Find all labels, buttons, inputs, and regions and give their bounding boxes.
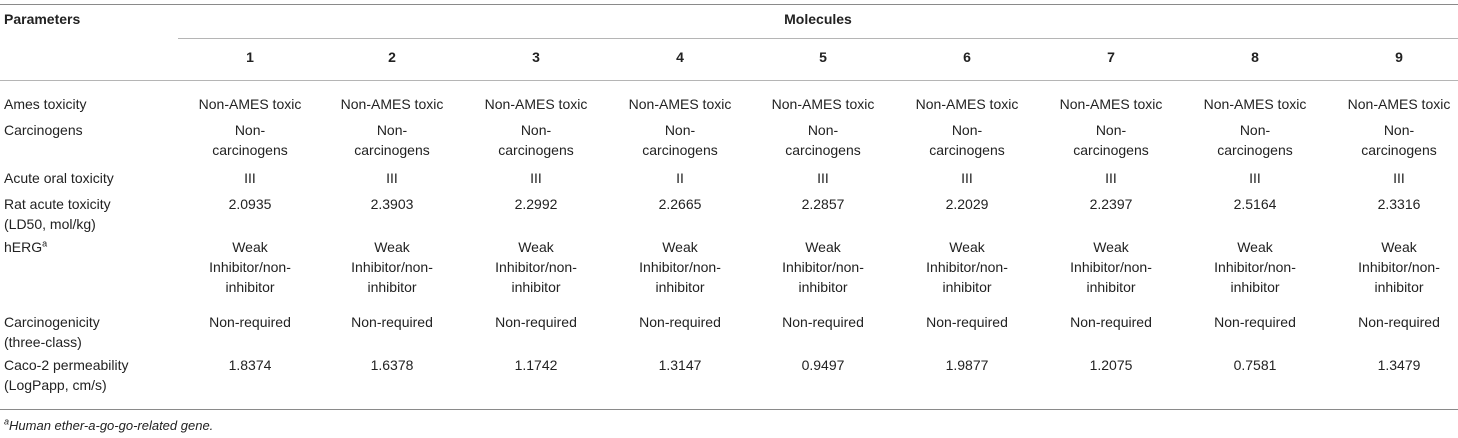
- cell-line: inhibitor: [367, 279, 417, 295]
- table-cell: [1041, 168, 1181, 188]
- row-label-line: Carcinogenicity: [4, 314, 100, 330]
- table-cell: [753, 312, 893, 332]
- table-cell: [1041, 194, 1181, 214]
- cell-line: Inhibitor/non-: [495, 259, 577, 275]
- cell-line: Non-: [664, 122, 696, 138]
- cell-line: 2.2857: [801, 196, 845, 212]
- cell-line: 2.2665: [658, 196, 702, 212]
- table-cell: [1185, 120, 1325, 160]
- table-cell: [897, 237, 1037, 297]
- cell-line: Non-AMES toxic: [1203, 96, 1307, 112]
- cell-line: Non-AMES toxic: [771, 96, 875, 112]
- table-cell: [322, 194, 462, 214]
- cell-line: Non-AMES toxic: [628, 96, 732, 112]
- cell-line: III: [1393, 170, 1405, 186]
- row-label-line: Acute oral toxicity: [4, 170, 114, 186]
- table-cell: [1041, 237, 1181, 297]
- cell-line: carcinogens: [1073, 142, 1149, 158]
- cell-line: carcinogens: [1361, 142, 1437, 158]
- cell-line: Non-: [1239, 122, 1271, 138]
- cell-line: Weak: [805, 239, 841, 255]
- table-cell: [1041, 312, 1181, 332]
- table-cell: [322, 312, 462, 332]
- table-cell: [1041, 94, 1181, 114]
- table-cell: [1329, 312, 1458, 332]
- table-cell: [610, 168, 750, 188]
- cell-line: carcinogens: [354, 142, 430, 158]
- cell-line: carcinogens: [785, 142, 861, 158]
- table-cell: [466, 312, 606, 332]
- cell-line: II: [676, 170, 684, 186]
- cell-line: Non-: [234, 122, 266, 138]
- table-cell: [1041, 120, 1181, 160]
- table-cell: [610, 312, 750, 332]
- row-label-line: (LD50, mol/kg): [4, 216, 96, 232]
- cell-line: Inhibitor/non-: [1214, 259, 1296, 275]
- table-cell: [897, 194, 1037, 214]
- cell-line: Non-required: [782, 314, 864, 330]
- molecules-header: Molecules: [784, 11, 852, 27]
- column-header-6: 6: [963, 49, 971, 65]
- row-label: [4, 94, 86, 114]
- cell-line: 2.3903: [370, 196, 414, 212]
- cell-line: III: [244, 170, 256, 186]
- cell-line: 0.9497: [801, 357, 845, 373]
- cell-line: 0.7581: [1233, 357, 1277, 373]
- cell-line: Weak: [232, 239, 268, 255]
- table-cell: [180, 120, 320, 160]
- footnote-text: Human ether-a-go-go-related gene.: [9, 418, 214, 433]
- cell-line: Non-required: [1358, 314, 1440, 330]
- table-cell: [1329, 355, 1458, 375]
- cell-line: Weak: [1093, 239, 1129, 255]
- cell-line: 1.3479: [1377, 357, 1421, 373]
- cell-line: carcinogens: [642, 142, 718, 158]
- cell-line: Weak: [1237, 239, 1273, 255]
- cell-line: 1.8374: [228, 357, 272, 373]
- cell-line: Weak: [518, 239, 554, 255]
- cell-line: carcinogens: [212, 142, 288, 158]
- row-label: [4, 355, 129, 395]
- cell-line: Non-required: [639, 314, 721, 330]
- cell-line: Non-required: [1070, 314, 1152, 330]
- cell-line: 2.2029: [945, 196, 989, 212]
- row-label: [4, 168, 114, 188]
- table-cell: [753, 355, 893, 375]
- cell-line: Non-: [520, 122, 552, 138]
- row-label: [4, 120, 83, 140]
- cell-line: Non-required: [351, 314, 433, 330]
- cell-line: carcinogens: [1217, 142, 1293, 158]
- cell-line: 2.5164: [1233, 196, 1277, 212]
- cell-line: inhibitor: [942, 279, 992, 295]
- column-header-5: 5: [819, 49, 827, 65]
- cell-line: III: [961, 170, 973, 186]
- cell-line: Non-required: [209, 314, 291, 330]
- footnote: [4, 418, 213, 434]
- table-cell: [466, 94, 606, 114]
- table-cell: [1185, 355, 1325, 375]
- footnote-marker: a: [42, 238, 48, 249]
- parameters-header: Parameters: [4, 11, 81, 27]
- cell-line: Weak: [1381, 239, 1417, 255]
- table-cell: [753, 168, 893, 188]
- table-cell: [322, 120, 462, 160]
- table-cell: [610, 94, 750, 114]
- cell-line: Non-required: [1214, 314, 1296, 330]
- table-cell: [753, 194, 893, 214]
- cell-line: Non-: [951, 122, 983, 138]
- table-cell: [180, 355, 320, 375]
- row-label-line: (LogPapp, cm/s): [4, 377, 107, 393]
- table-cell: [466, 120, 606, 160]
- table-cell: [466, 355, 606, 375]
- table-cell: [1329, 194, 1458, 214]
- table-cell: [1329, 237, 1458, 297]
- cell-line: Non-required: [495, 314, 577, 330]
- header-rule: [0, 80, 1458, 81]
- table-cell: [610, 237, 750, 297]
- table-cell: [897, 312, 1037, 332]
- cell-line: III: [817, 170, 829, 186]
- cell-line: 1.1742: [514, 357, 558, 373]
- cell-line: 2.2397: [1089, 196, 1133, 212]
- row-label: [4, 194, 111, 234]
- cell-line: Non-AMES toxic: [340, 96, 444, 112]
- cell-line: Non-AMES toxic: [915, 96, 1019, 112]
- table-cell: [753, 94, 893, 114]
- table-cell: [180, 312, 320, 332]
- table-cell: [322, 237, 462, 297]
- cell-line: Non-: [807, 122, 839, 138]
- table-cell: [180, 94, 320, 114]
- column-header-3: 3: [532, 49, 540, 65]
- table-cell: [180, 168, 320, 188]
- row-label-line: Rat acute toxicity: [4, 196, 111, 212]
- footnote-marker: a: [4, 416, 10, 427]
- table-cell: [897, 355, 1037, 375]
- table-cell: [610, 120, 750, 160]
- cell-line: III: [1105, 170, 1117, 186]
- column-header-7: 7: [1107, 49, 1115, 65]
- cell-line: inhibitor: [1230, 279, 1280, 295]
- cell-line: 1.3147: [658, 357, 702, 373]
- cell-line: Inhibitor/non-: [782, 259, 864, 275]
- cell-line: inhibitor: [1374, 279, 1424, 295]
- cell-line: Non-AMES toxic: [198, 96, 302, 112]
- top-rule: [0, 4, 1458, 5]
- molecules-rule: [178, 38, 1458, 39]
- table-cell: [1329, 120, 1458, 160]
- table-cell: [897, 168, 1037, 188]
- table-cell: [1185, 237, 1325, 297]
- table-cell: [1185, 312, 1325, 332]
- column-header-2: 2: [388, 49, 396, 65]
- table-cell: [897, 94, 1037, 114]
- cell-line: 1.9877: [945, 357, 989, 373]
- cell-line: carcinogens: [498, 142, 574, 158]
- table-cell: [1185, 194, 1325, 214]
- cell-line: inhibitor: [225, 279, 275, 295]
- cell-line: inhibitor: [1086, 279, 1136, 295]
- table-cell: [322, 355, 462, 375]
- row-label: [4, 312, 100, 352]
- cell-line: 1.6378: [370, 357, 414, 373]
- row-label-line: Caco-2 permeability: [4, 357, 129, 373]
- table-cell: [610, 355, 750, 375]
- cell-line: III: [1249, 170, 1261, 186]
- table-cell: [610, 194, 750, 214]
- cell-line: Non-required: [926, 314, 1008, 330]
- cell-line: inhibitor: [798, 279, 848, 295]
- cell-line: 2.2992: [514, 196, 558, 212]
- column-header-9: 9: [1395, 49, 1403, 65]
- table-cell: [753, 237, 893, 297]
- cell-line: Inhibitor/non-: [351, 259, 433, 275]
- table-cell: [1329, 168, 1458, 188]
- cell-line: Non-AMES toxic: [1347, 96, 1451, 112]
- cell-line: III: [530, 170, 542, 186]
- table-cell: [1329, 94, 1458, 114]
- table-cell: [322, 168, 462, 188]
- row-label: [4, 237, 47, 257]
- table-cell: [466, 168, 606, 188]
- table-cell: [180, 237, 320, 297]
- table-cell: [322, 94, 462, 114]
- cell-line: Non-: [376, 122, 408, 138]
- row-label-line: Carcinogens: [4, 122, 83, 138]
- cell-line: Weak: [374, 239, 410, 255]
- cell-line: Non-: [1383, 122, 1415, 138]
- bottom-rule: [0, 409, 1458, 410]
- cell-line: Non-: [1095, 122, 1127, 138]
- cell-line: Inhibitor/non-: [1358, 259, 1440, 275]
- column-header-1: 1: [246, 49, 254, 65]
- cell-line: Inhibitor/non-: [639, 259, 721, 275]
- table-cell: [897, 120, 1037, 160]
- cell-line: Non-AMES toxic: [1059, 96, 1163, 112]
- cell-line: Inhibitor/non-: [1070, 259, 1152, 275]
- table-cell: [1185, 94, 1325, 114]
- row-label-line: hERG: [4, 239, 43, 255]
- column-header-8: 8: [1251, 49, 1259, 65]
- table-cell: [180, 194, 320, 214]
- cell-line: Non-AMES toxic: [484, 96, 588, 112]
- cell-line: Weak: [949, 239, 985, 255]
- table-cell: [1185, 168, 1325, 188]
- cell-line: 2.0935: [228, 196, 272, 212]
- cell-line: III: [386, 170, 398, 186]
- cell-line: inhibitor: [655, 279, 705, 295]
- cell-line: inhibitor: [511, 279, 561, 295]
- table-cell: [1041, 355, 1181, 375]
- cell-line: Weak: [662, 239, 698, 255]
- table-cell: [753, 120, 893, 160]
- row-label-line: Ames toxicity: [4, 96, 87, 112]
- cell-line: 2.3316: [1377, 196, 1421, 212]
- column-header-4: 4: [676, 49, 684, 65]
- cell-line: Inhibitor/non-: [926, 259, 1008, 275]
- table-cell: [466, 237, 606, 297]
- row-label-line: (three-class): [4, 334, 82, 350]
- table-cell: [466, 194, 606, 214]
- cell-line: 1.2075: [1089, 357, 1133, 373]
- cell-line: Inhibitor/non-: [209, 259, 291, 275]
- cell-line: carcinogens: [929, 142, 1005, 158]
